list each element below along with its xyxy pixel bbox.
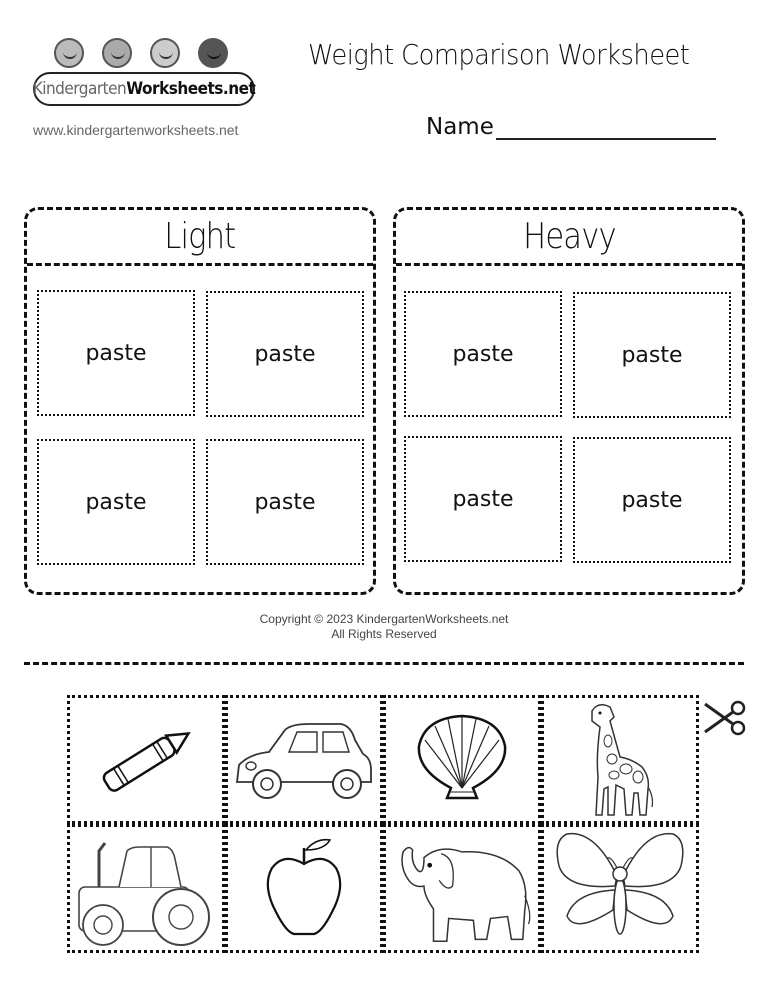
cutout-crayon[interactable] [67,695,225,824]
paste-box[interactable] [404,436,562,562]
logo-text-kindergarten: Kindergarten [32,79,127,99]
copyright-line-1: Copyright © 2023 KindergartenWorksheets.net [259,612,509,626]
heavy-heading: Heavy [522,216,616,257]
logo-text-worksheets: Worksheets.net [126,79,256,99]
cutout-elephant[interactable] [383,824,541,953]
tractor-icon [71,829,221,949]
crayon-icon [86,720,206,800]
paste-box[interactable] [206,291,364,417]
cutout-grid [67,695,700,957]
giraffe-icon [570,697,670,822]
name-field[interactable] [426,114,716,140]
elephant-icon [386,826,538,951]
heavy-panel-header [396,210,742,266]
paste-box[interactable] [404,291,562,417]
apple-icon [254,834,354,944]
paste-box[interactable] [37,290,195,416]
kid-face-icon [54,38,84,68]
name-label: Name [426,114,494,140]
paste-label: paste [621,342,683,368]
paste-box[interactable] [573,437,731,563]
cutout-tractor[interactable] [67,824,225,953]
cutout-butterfly[interactable] [541,824,699,953]
cut-line [24,662,744,665]
logo-banner [33,72,255,106]
scissors-icon [702,698,748,738]
paste-label: paste [254,341,316,367]
paste-label: paste [621,487,683,513]
paste-box[interactable] [206,439,364,565]
paste-label: paste [254,489,316,515]
paste-label: paste [85,489,147,515]
light-heading: Light [164,216,236,257]
kid-face-icon [102,38,132,68]
car-icon [229,710,379,810]
light-panel-header [27,210,373,266]
site-logo [30,34,260,114]
paste-box[interactable] [573,292,731,418]
cutout-seashell[interactable] [383,695,541,824]
kid-face-icon [150,38,180,68]
paste-label: paste [452,486,514,512]
cutout-car[interactable] [225,695,383,824]
page-title: Weight Comparison Worksheet [308,38,690,71]
paste-box[interactable] [37,439,195,565]
copyright-line-2: All Rights Reserved [331,627,437,641]
light-panel [24,207,376,595]
cutout-apple[interactable] [225,824,383,953]
heavy-panel [393,207,745,595]
site-url: www.kindergartenworksheets.net [33,122,239,138]
kids-illustration [42,34,242,74]
kid-face-icon [198,38,228,68]
butterfly-icon [545,826,695,951]
paste-label: paste [452,341,514,367]
cutout-giraffe[interactable] [541,695,699,824]
paste-label: paste [85,340,147,366]
copyright [0,612,768,642]
seashell-icon [407,710,517,810]
name-blank-line[interactable] [496,115,716,140]
